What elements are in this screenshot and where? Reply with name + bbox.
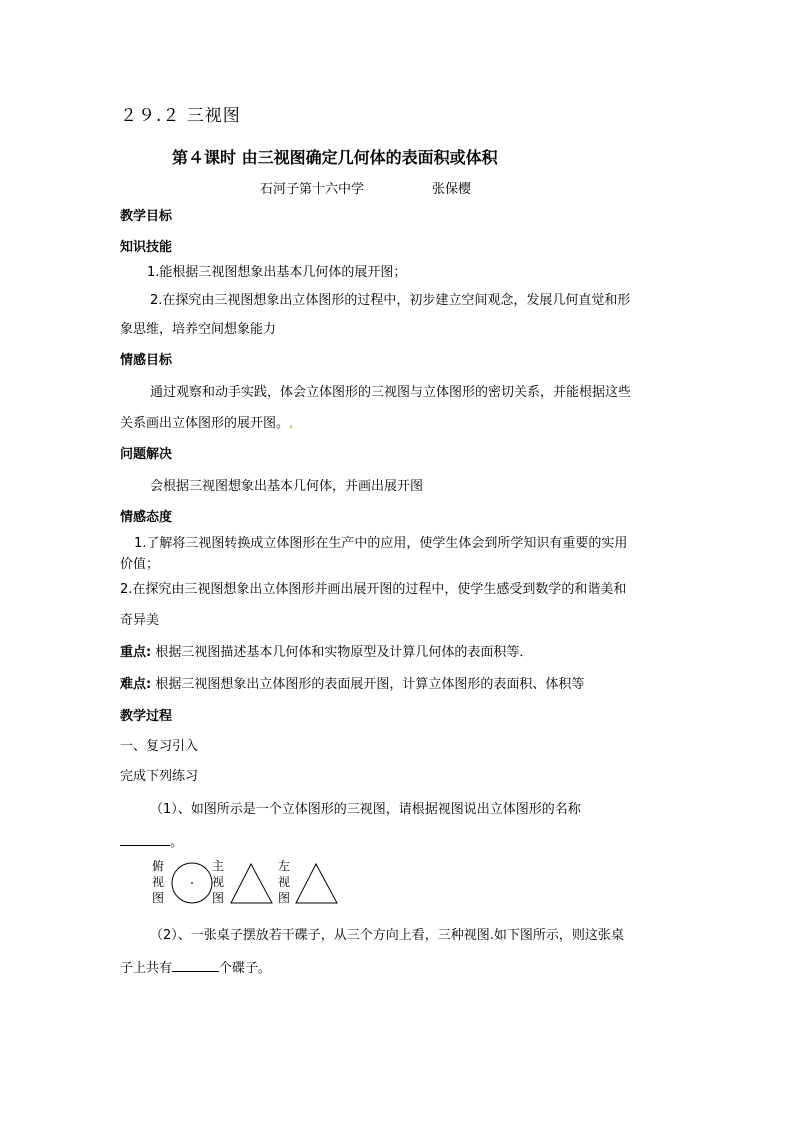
top-view-label-char: 图 — [151, 891, 164, 905]
key-label: 重点: — [120, 645, 152, 660]
emotion-text-line2 — [120, 414, 293, 434]
exercise-intro: 完成下列练习 — [120, 769, 199, 784]
problem-text: 会根据三视图想象出基本几何体，并画出展开图 — [150, 479, 424, 494]
author-name: 张保樱 — [432, 182, 472, 197]
question-2-start: 子上共有 — [120, 961, 173, 976]
left-view-label-char: 左 — [277, 859, 290, 873]
answer-blank-2[interactable] — [172, 957, 219, 972]
goals-heading: 教学目标 — [120, 209, 173, 224]
key-text: 根据三视图描述基本几何体和实物原型及计算几何体的表面积等． — [155, 645, 533, 660]
attitude-item-2-line2: 奇异美 — [120, 613, 160, 628]
skills-heading: 知识技能 — [120, 240, 173, 255]
top-view-center-dot — [191, 882, 193, 884]
attitude-heading: 情感态度 — [120, 510, 173, 525]
question-2-end: 个碟子。 — [219, 961, 272, 976]
skills-item-2-line1: 2.在探究由三视图想象出立体图形的过程中，初步建立空间观念，发展几何直觉和形 — [150, 293, 631, 308]
three-views-figure — [146, 858, 346, 910]
lesson-subtitle: 第４课时 由三视图确定几何体的表面积或体积 — [172, 148, 498, 167]
review-heading: 一、复习引入 — [120, 739, 199, 754]
views-drawing — [146, 858, 346, 910]
page-title: ２９.２ 三视图 — [120, 106, 241, 126]
difficult-label: 难点: — [120, 677, 152, 692]
attitude-item-1-line2: 价值； — [120, 557, 160, 572]
emotion-mark: , — [289, 416, 294, 431]
left-view-label-char: 图 — [277, 891, 290, 905]
key-point — [120, 643, 532, 663]
process-heading: 教学过程 — [120, 709, 173, 724]
answer-blank-1[interactable] — [120, 831, 170, 846]
left-view-label-char: 视 — [277, 875, 290, 889]
difficult-point — [120, 675, 584, 695]
attitude-item-1-line1: 1.了解将三视图转换成立体图形在生产中的应用，使学生体会到所学知识有重要的实用 — [134, 536, 628, 551]
difficult-text: 根据三视图想象出立体图形的表面展开图，计算立体图形的表面积、体积等 — [155, 677, 585, 692]
top-view-label-char: 视 — [151, 875, 164, 889]
emotion-heading: 情感目标 — [120, 353, 173, 368]
front-view-triangle — [231, 864, 272, 903]
emotion-text-line2-text: 关系画出立体图形的展开图。 — [120, 416, 290, 431]
front-view-label-char: 视 — [211, 875, 224, 889]
question-2-line1: （2）、一张桌子摆放若干碟子，从三个方向上看，三种视图.如下图所示，则这张桌 — [150, 928, 624, 943]
skills-item-1: 1.能根据三视图想象出基本几何体的展开图； — [147, 265, 407, 280]
question-1-line1: （1）、如图所示是一个立体图形的三视图，请根据视图说出立体图形的名称 — [150, 802, 581, 817]
problem-heading: 问题解决 — [120, 447, 173, 462]
question-1-line2 — [120, 831, 183, 853]
front-view-label-char: 主 — [211, 859, 224, 873]
left-view-triangle — [296, 864, 337, 903]
emotion-text-line1: 通过观察和动手实践，体会立体图形的三视图与立体图形的密切关系，并能根据这些 — [150, 385, 632, 400]
question-1-end: 。 — [170, 835, 184, 850]
author-school: 石河子第十六中学 — [260, 182, 365, 197]
skills-item-2-line2: 象思维，培养空间想象能力 — [120, 322, 277, 337]
top-view-label-char: 俯 — [151, 859, 164, 873]
question-2-line2 — [120, 957, 271, 979]
attitude-item-2-line1: 2.在探究由三视图想象出立体图形并画出展开图的过程中，使学生感受到数学的和谐美和 — [120, 582, 627, 597]
front-view-label-char: 图 — [211, 891, 224, 905]
